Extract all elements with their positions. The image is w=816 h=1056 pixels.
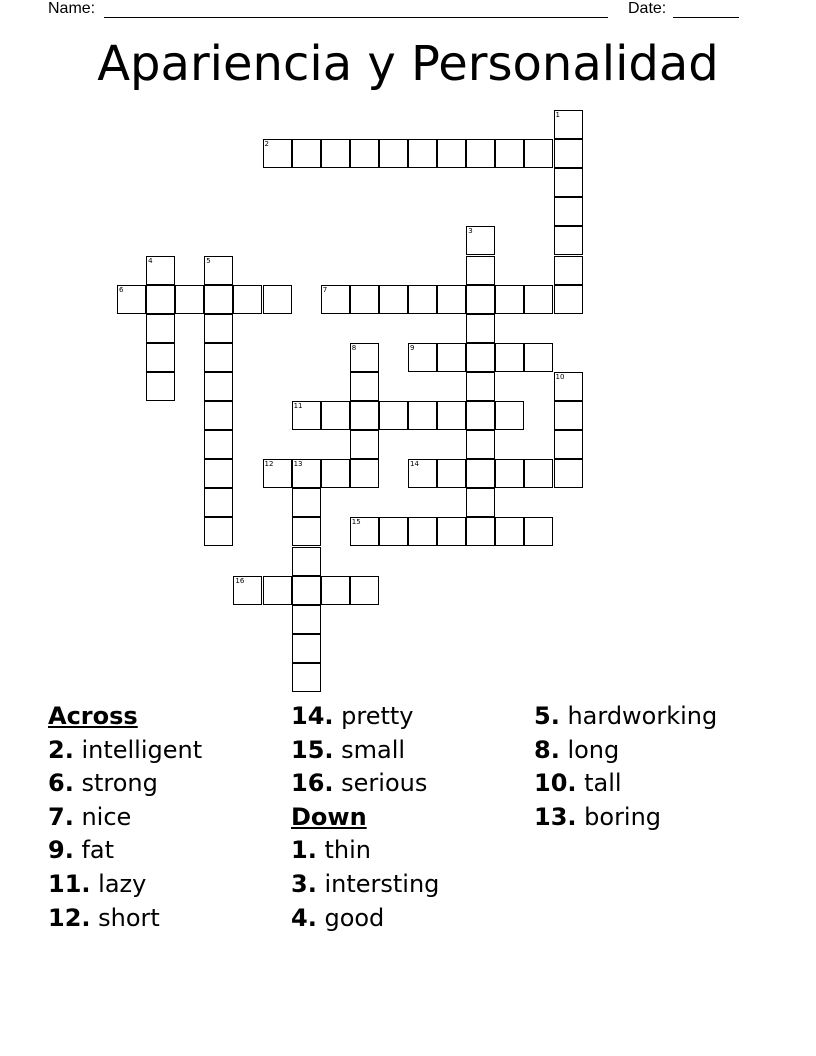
clue-item-text: boring xyxy=(576,802,662,831)
clue-item-text: short xyxy=(90,903,160,932)
clue-heading: Down xyxy=(291,802,367,831)
grid-cell[interactable] xyxy=(495,401,524,430)
clue-item-number: 10. xyxy=(534,769,577,798)
grid-cell[interactable] xyxy=(146,314,175,343)
clue-number: 4 xyxy=(148,256,153,265)
clue-item-text: long xyxy=(559,735,620,764)
grid-cell[interactable] xyxy=(204,256,233,285)
grid-cell[interactable] xyxy=(350,576,379,605)
clue-number: 11 xyxy=(293,402,303,410)
grid-cell[interactable] xyxy=(292,517,321,546)
grid-cell[interactable] xyxy=(379,401,408,430)
grid-cell[interactable] xyxy=(437,517,466,546)
grid-cell[interactable] xyxy=(466,401,495,430)
clue-number: 14 xyxy=(410,460,419,469)
clue-column-3 xyxy=(534,700,717,834)
grid-cell[interactable] xyxy=(466,430,495,459)
grid-cell[interactable] xyxy=(524,285,553,314)
clue-number: 3 xyxy=(468,227,473,236)
grid-cell[interactable] xyxy=(321,576,350,605)
name-label: Name: xyxy=(48,0,96,17)
clue-item-text: tall xyxy=(576,769,622,798)
clue-item-number: 7. xyxy=(48,802,74,831)
grid-cell[interactable] xyxy=(292,459,321,488)
clue-item-text: thin xyxy=(316,836,371,865)
grid-cell[interactable] xyxy=(466,343,495,372)
grid-cell[interactable] xyxy=(204,459,233,488)
clue-item-number: 14. xyxy=(291,702,334,730)
clue-item-text: intersting xyxy=(316,869,440,898)
grid-cell[interactable] xyxy=(554,430,583,459)
clue-number: 9 xyxy=(410,343,415,352)
grid-cell[interactable] xyxy=(350,285,379,314)
grid-cell[interactable] xyxy=(292,547,321,576)
clue-item xyxy=(48,734,202,768)
clue-item-number: 15. xyxy=(291,735,334,764)
grid-cell[interactable] xyxy=(204,343,233,372)
clue-item xyxy=(534,767,717,801)
clue-item-text: small xyxy=(333,735,406,764)
grid-cell[interactable] xyxy=(292,663,321,692)
grid-cell[interactable] xyxy=(321,285,350,314)
grid-cell[interactable] xyxy=(466,285,495,314)
grid-cell[interactable] xyxy=(495,139,524,168)
grid-cell[interactable] xyxy=(292,488,321,517)
grid-cell[interactable] xyxy=(495,343,524,372)
grid-cell[interactable] xyxy=(350,430,379,459)
grid-cell[interactable] xyxy=(350,343,379,372)
clue-item-number: 4. xyxy=(291,903,317,932)
clue-item xyxy=(291,734,439,768)
grid-cell[interactable] xyxy=(466,517,495,546)
clue-number: 12 xyxy=(264,460,274,469)
grid-cell[interactable] xyxy=(466,314,495,343)
grid-cell[interactable] xyxy=(146,256,175,285)
grid-cell[interactable] xyxy=(554,226,583,255)
grid-cell[interactable] xyxy=(292,139,321,168)
clue-number: 1 xyxy=(555,111,560,119)
page-title: Apariencia y Personalidad xyxy=(97,36,719,92)
grid-cell[interactable] xyxy=(321,459,350,488)
grid-cell[interactable] xyxy=(495,285,524,314)
clue-number: 2 xyxy=(264,140,269,149)
clue-item-text: lazy xyxy=(90,869,147,898)
clue-item-text: hardworking xyxy=(559,702,718,730)
clue-item-text: fat xyxy=(73,836,115,865)
grid-cell[interactable] xyxy=(175,285,204,314)
clue-number: 15 xyxy=(351,518,361,527)
clue-number: 7 xyxy=(322,285,328,294)
clue-number: 6 xyxy=(119,285,124,294)
grid-cell[interactable] xyxy=(554,459,583,488)
grid-cell[interactable] xyxy=(466,459,495,488)
grid-cell[interactable] xyxy=(466,488,495,517)
grid-cell[interactable] xyxy=(554,256,583,285)
grid-cell[interactable] xyxy=(263,139,292,168)
grid-cell[interactable] xyxy=(292,605,321,634)
grid-cell[interactable] xyxy=(466,372,495,401)
clue-number: 8 xyxy=(351,343,357,352)
clue-item-number: 12. xyxy=(48,903,91,932)
grid-cell[interactable] xyxy=(350,139,379,168)
grid-cell[interactable] xyxy=(204,430,233,459)
clue-item-text: serious xyxy=(333,769,428,798)
grid-cell[interactable] xyxy=(204,372,233,401)
clue-item xyxy=(48,767,202,801)
clue-item xyxy=(48,834,202,868)
clue-item-text: good xyxy=(316,903,385,932)
clue-item-number: 1. xyxy=(291,836,317,865)
grid-cell[interactable] xyxy=(554,168,583,197)
clue-item-text: nice xyxy=(73,802,132,831)
grid-cell[interactable] xyxy=(292,576,321,605)
grid-cell[interactable] xyxy=(204,401,233,430)
grid-cell[interactable] xyxy=(466,226,495,255)
grid-cell[interactable] xyxy=(146,285,175,314)
grid-cell[interactable] xyxy=(204,488,233,517)
grid-cell[interactable] xyxy=(204,517,233,546)
clue-item-number: 2. xyxy=(48,735,74,764)
clue-item xyxy=(48,902,202,936)
clue-number: 13 xyxy=(293,460,303,469)
grid-cell[interactable] xyxy=(495,517,524,546)
clue-item xyxy=(48,868,202,902)
clue-item-number: 3. xyxy=(291,869,317,898)
clue-item-text: pretty xyxy=(333,702,414,730)
grid-cell[interactable] xyxy=(263,576,292,605)
grid-cell[interactable] xyxy=(408,139,437,168)
grid-cell[interactable] xyxy=(554,110,583,139)
grid-cell[interactable] xyxy=(437,285,466,314)
grid-cell[interactable] xyxy=(146,372,175,401)
clue-item-number: 5. xyxy=(534,702,560,730)
grid-cell[interactable] xyxy=(524,459,553,488)
grid-cell[interactable] xyxy=(263,285,292,314)
grid-cell[interactable] xyxy=(554,139,583,168)
clue-item xyxy=(291,834,439,868)
clue-number: 16 xyxy=(235,576,245,585)
clue-item xyxy=(48,801,202,835)
clue-item xyxy=(291,902,439,936)
clue-number: 10 xyxy=(555,372,565,381)
grid-cell[interactable] xyxy=(408,343,437,372)
clue-item-number: 9. xyxy=(48,836,74,865)
grid-cell[interactable] xyxy=(466,256,495,285)
grid-cell[interactable] xyxy=(524,343,553,372)
clue-item xyxy=(291,700,439,734)
grid-cell[interactable] xyxy=(437,139,466,168)
grid-cell[interactable] xyxy=(379,285,408,314)
grid-cell[interactable] xyxy=(204,285,233,314)
clue-item-text: strong xyxy=(73,769,158,798)
clue-item-text: intelligent xyxy=(73,735,203,764)
clue-column-1 xyxy=(48,700,202,935)
grid-cell[interactable] xyxy=(408,401,437,430)
grid-cell[interactable] xyxy=(408,459,437,488)
grid-cell[interactable] xyxy=(437,459,466,488)
grid-cell[interactable] xyxy=(524,139,553,168)
grid-cell[interactable] xyxy=(554,401,583,430)
grid-cell[interactable] xyxy=(408,285,437,314)
grid-cell[interactable] xyxy=(263,459,292,488)
clue-item-number: 16. xyxy=(291,769,334,798)
grid-cell[interactable] xyxy=(321,401,350,430)
grid-cell[interactable] xyxy=(233,285,262,314)
grid-cell[interactable] xyxy=(204,314,233,343)
grid-cell[interactable] xyxy=(379,139,408,168)
clue-item xyxy=(534,734,717,768)
clue-item-number: 13. xyxy=(534,802,577,831)
grid-cell[interactable] xyxy=(495,459,524,488)
clue-item-number: 8. xyxy=(534,735,560,764)
grid-cell[interactable] xyxy=(437,343,466,372)
clue-column-2 xyxy=(291,700,439,935)
clue-item xyxy=(291,767,439,801)
grid-cell[interactable] xyxy=(524,517,553,546)
clue-number: 5 xyxy=(206,256,211,265)
clue-item xyxy=(534,700,717,734)
grid-cell[interactable] xyxy=(350,401,379,430)
clues-section xyxy=(0,700,816,1000)
clue-item xyxy=(291,868,439,902)
grid-cell[interactable] xyxy=(321,139,350,168)
grid-cell[interactable] xyxy=(554,197,583,226)
grid-cell[interactable] xyxy=(350,517,379,546)
grid-cell[interactable] xyxy=(350,372,379,401)
clue-item-number: 6. xyxy=(48,769,74,798)
grid-cell[interactable] xyxy=(554,285,583,314)
grid-cell[interactable] xyxy=(379,517,408,546)
grid-cell[interactable] xyxy=(233,576,262,605)
grid-cell[interactable] xyxy=(466,139,495,168)
grid-cell[interactable] xyxy=(554,372,583,401)
grid-cell[interactable] xyxy=(292,634,321,663)
grid-cell[interactable] xyxy=(292,401,321,430)
clue-item xyxy=(534,801,717,835)
grid-cell[interactable] xyxy=(437,401,466,430)
grid-cell[interactable] xyxy=(408,517,437,546)
grid-cell[interactable] xyxy=(146,343,175,372)
clue-heading: Across xyxy=(48,702,138,730)
grid-cell[interactable] xyxy=(117,285,146,314)
clue-item-number: 11. xyxy=(48,869,91,898)
grid-cell[interactable] xyxy=(350,459,379,488)
date-label: Date: xyxy=(628,0,667,17)
